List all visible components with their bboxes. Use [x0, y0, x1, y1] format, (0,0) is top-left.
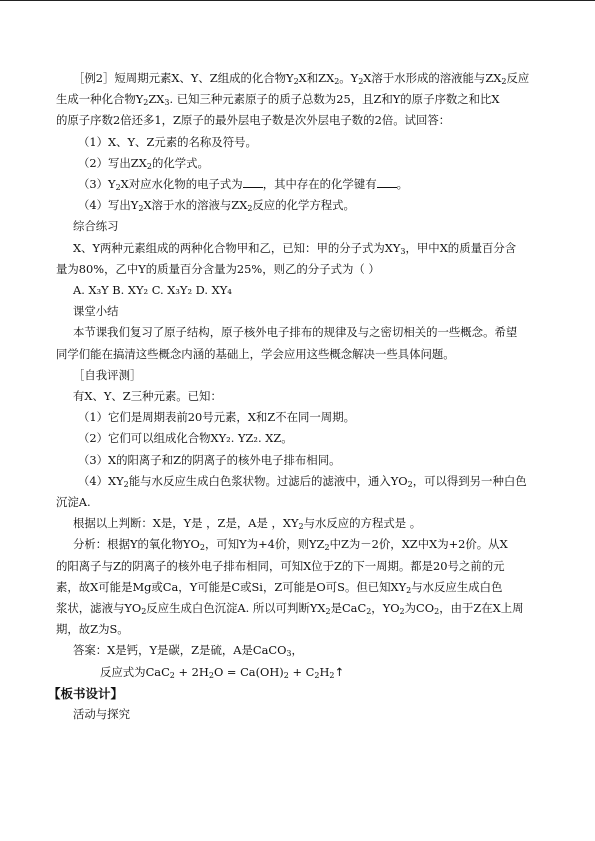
analysis-line-3: 素，故X可能是Mg或Ca，Y可能是C或Si，Z可能是O可S。但已知$XY_2$与水反应生成白色	[56, 579, 503, 595]
question-1: （1）X、Y、Z元素的名称及符号。	[78, 134, 257, 149]
analysis-line-2: 的阳离子与Z的阴离子的核外电子排布相同，可知X位于Z的下一周期。都是20号之前的元	[56, 558, 505, 573]
question-4: （4）写出$Y_2X$溶于水的溶液与$ZX_2$反应的化学方程式。	[78, 198, 355, 214]
top-rule	[0, 0, 595, 1]
selftest-intro: 有X、Y、Z三种元素。已知：	[73, 389, 222, 404]
example-line-2: 生成一种化合物$Y_2ZX_3$. 已知三种元素原子的质子总数为25，且Z和Y的原子序数之和比X	[56, 92, 500, 108]
board-design-heading: 【板书设计】	[48, 685, 124, 701]
practice-options: A. X₃Y B. XY₂ C. X₃Y₂ D. XY₄	[73, 283, 232, 298]
selftest-title: ［自我评测］	[73, 367, 142, 382]
answer-line-2: 反应式为$CaC_2 + 2H_2O = Ca(OH)_2$ + $C_2H_2↑$	[100, 664, 345, 680]
practice-title: 综合练习	[73, 219, 119, 234]
practice-line-2: 量为80%，乙中Y的质量百分含量为25%，则乙的分子式为（ ）	[56, 261, 380, 276]
condition-3: （3）X的阳离子和Z的阴离子的核外电子排布相同。	[78, 452, 341, 467]
example-line-3: 的原子序数2倍还多1，Z原子的最外层电子数是次外层电子数的2倍。试回答：	[56, 113, 451, 128]
condition-4-cont: 沉淀A.	[56, 495, 91, 510]
analysis-line-4: 浆状，滤液与$YO_2$反应生成白色沉淀A. 所以可判断$YX_2$是CaC$_2$，$YO_2$为$CO_2$，由于Z在X上周	[56, 601, 524, 617]
answer-line-1: 答案：X是钙，Y是碳，Z是硫，A是CaCO$_3$，	[73, 643, 303, 659]
condition-4: $(4)XY_2$能与水反应生成白色浆状物。过滤后的滤液中，通入$YO_2$，可以得到另一种白色	[78, 473, 527, 489]
question-3: $(3)Y_2X$对应水化物的电子式为 ，其中存在的化学键有 。	[78, 177, 409, 193]
answer-blank	[243, 175, 263, 188]
condition-2: （2）它们可以组成化合物XY₂. YZ₂. XZ。	[78, 431, 293, 446]
example-line-1: ［例2］短周期元素X、Y、Z组成的化合物$Y_2X$和$ZX_2$。$Y_2X$溶于水形成的溶液能与$ZX_2$反应	[73, 71, 530, 86]
question-2: （2）写出$ZX_2$的化学式。	[78, 155, 209, 171]
document-body	[48, 68, 548, 725]
summary-title: 课堂小结	[73, 304, 119, 319]
up-arrow-icon: ↑	[334, 664, 345, 679]
summary-line-1: 本节课我们复习了原子结构，原子核外电子排布的规律及与之密切相关的一些概念。希望	[73, 325, 518, 340]
answer-blank	[377, 175, 397, 188]
summary-line-2: 同学们能在搞清这些概念内涵的基础上，学会应用这些概念解决一些具体问题。	[56, 346, 455, 361]
analysis-line-1: 分析：根据Y的氧化物$YO_2$，可知Y为+4价，则$YZ_2$中Z为－2价，XZ中X为+2价。从X	[73, 537, 508, 553]
board-line-1: 活动与探究	[73, 707, 130, 722]
condition-1: （1）它们是周期表前20号元素，X和Z不在同一周期。	[78, 410, 355, 425]
judgement-line: 根据以上判断：X是，Y是 ，Z是，A是 ，$XY_2$与水反应的方程式是 。	[73, 516, 422, 532]
practice-line-1: X、Y两种元素组成的两种化合物甲和乙，已知：甲的分子式为$XY_3$，甲中X的质量百分含	[73, 240, 517, 256]
analysis-line-5: 期，故Z为S。	[56, 622, 129, 637]
